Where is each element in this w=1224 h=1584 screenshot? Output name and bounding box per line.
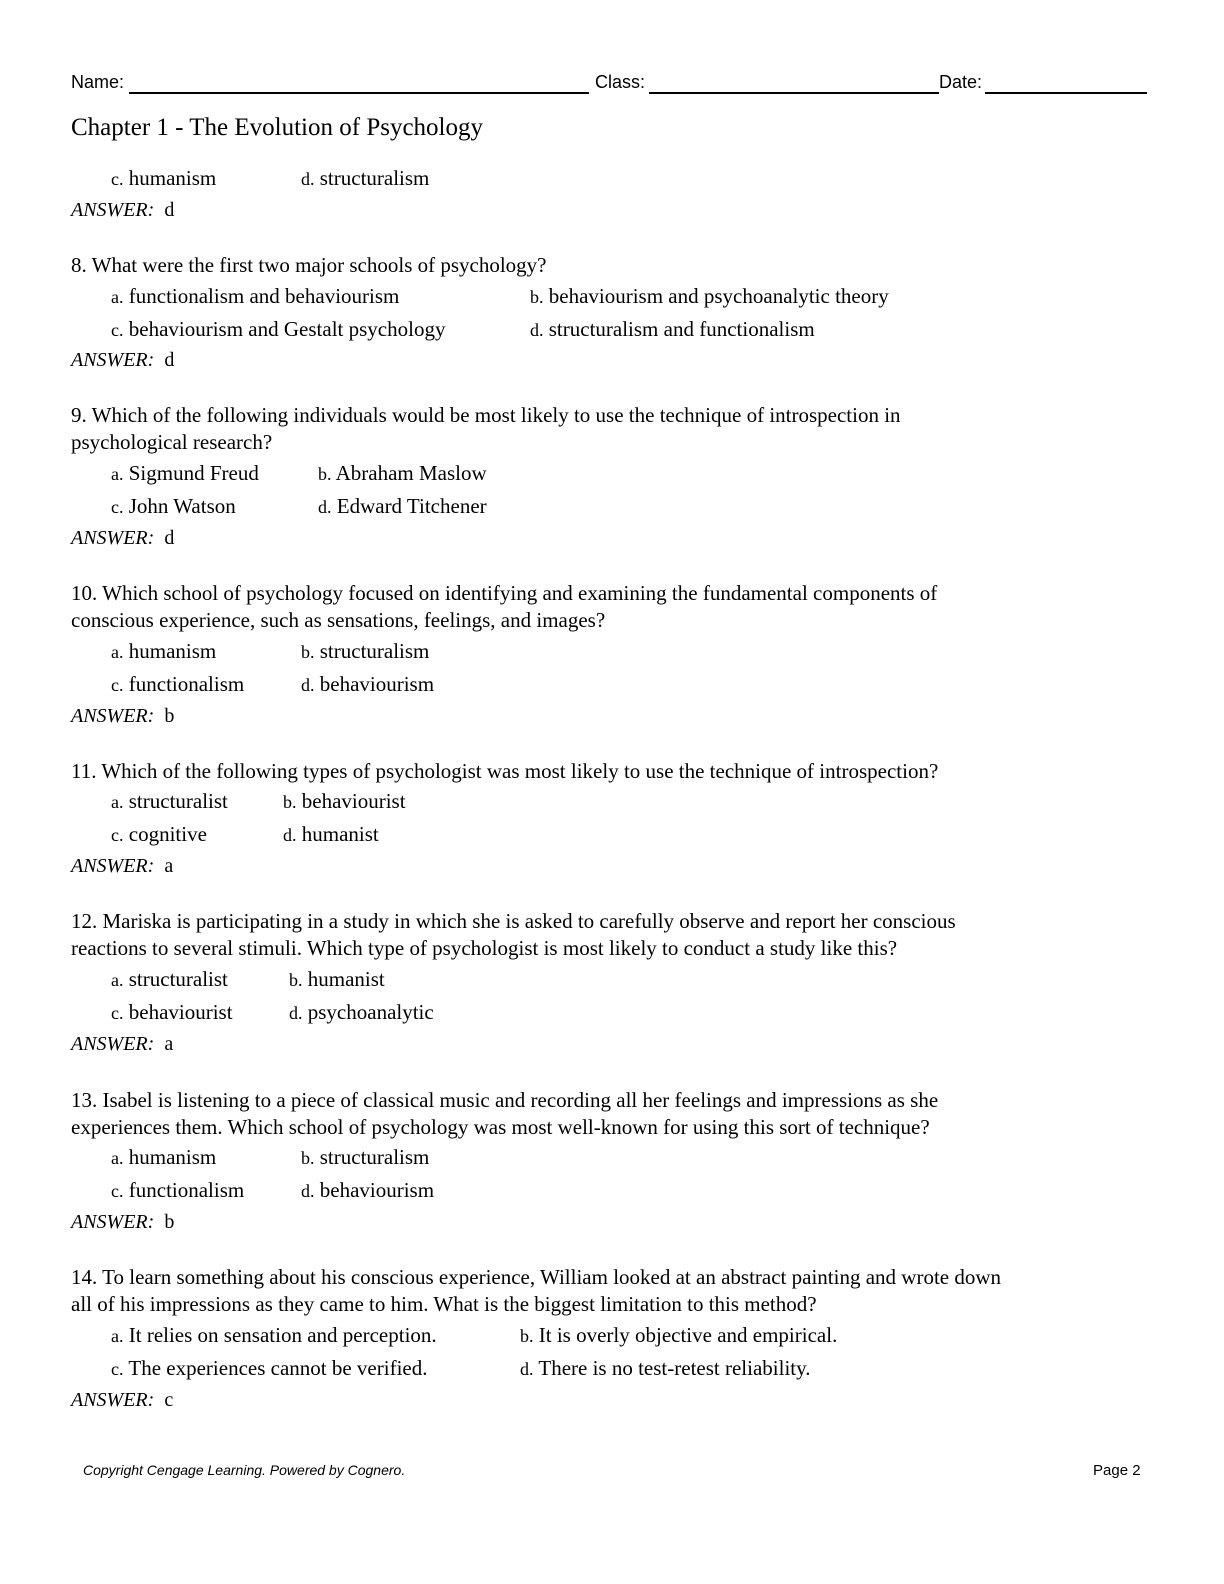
option-letter: d. [301,169,315,189]
answer-value: a [164,855,174,877]
answer-value: c [164,1389,174,1411]
question-text-cont: conscious experience, such as sensations, feelings, and images? [71,608,606,632]
option-a [111,967,228,992]
option-text: structuralism [319,639,430,663]
option-text: behaviourist [301,789,406,813]
option-letter: a. [111,1148,124,1168]
answer-line [71,705,174,728]
answer-label: ANSWER: [71,527,155,549]
option-letter: b. [283,792,297,812]
option-c [111,317,445,342]
option-a [111,284,399,309]
option-text: John Watson [128,494,236,518]
worksheet-header [71,72,1147,98]
question-text-cont: reactions to several stimuli. Which type of psychologist is most likely to conduct a study like this? [71,936,898,960]
answer-line [71,1211,174,1234]
option-text: functionalism [128,1178,245,1202]
option-text: humanist [307,967,385,991]
answer-value: b [164,705,175,727]
option-letter: d. [520,1359,534,1379]
option-c [111,822,207,847]
option-text: behaviourism and Gestalt psychology [128,317,446,341]
question-text: 9. Which of the following individuals would be most likely to use the technique of introspection in [71,403,901,427]
class-label: Class: [595,72,646,92]
answer-value: a [164,1033,174,1055]
question-text: 8. What were the first two major schools of psychology? [71,253,547,277]
question-text-cont: psychological research? [71,430,273,454]
answer-value: b [164,1211,175,1233]
answer-label: ANSWER: [71,349,155,371]
answer-line [71,855,173,878]
option-text: humanist [301,822,379,846]
option-text: humanism [128,1145,217,1169]
copyright-footer: Copyright Cengage Learning. Powered by Cognero. [83,1462,406,1478]
option-text: Edward Titchener [336,494,487,518]
question-text-cont: all of his impressions as they came to him. What is the biggest limitation to this method? [71,1292,817,1316]
answer-line [71,349,174,372]
answer-label: ANSWER: [71,855,155,877]
option-text: structuralism and functionalism [548,317,815,341]
class-field-line[interactable] [649,92,939,94]
option-d [301,672,434,697]
option-a [111,789,228,814]
option-letter: a. [111,970,124,990]
answer-line [71,1033,173,1056]
option-letter: d. [530,320,544,340]
option-letter: d. [318,497,332,517]
page-number: Page 2 [1093,1462,1141,1479]
answer-line [71,527,174,550]
option-letter: c. [111,1003,124,1023]
option-letter: b. [301,642,315,662]
option-d [301,166,429,191]
answer-value: d [164,349,175,371]
option-c [111,672,244,697]
option-text: humanism [128,166,217,190]
option-letter: c. [111,825,124,845]
option-text: The experiences cannot be verified. [128,1356,428,1380]
option-b [301,639,429,664]
answer-line [71,1389,173,1412]
option-text: structuralist [128,789,228,813]
option-letter: c. [111,675,124,695]
option-text: psychoanalytic [307,1000,434,1024]
answer-value: d [164,199,175,221]
answer-label: ANSWER: [71,705,155,727]
option-letter: c. [111,1359,124,1379]
option-a [111,1145,216,1170]
question-text: 12. Mariska is participating in a study in which she is asked to carefully observe and report her conscious [71,909,956,933]
option-text: It relies on sensation and perception. [128,1323,437,1347]
option-text: structuralism [319,1145,430,1169]
option-d [318,494,487,519]
question-text: 11. Which of the following types of psychologist was most likely to use the technique of introspection? [71,759,939,783]
option-d [520,1356,811,1381]
answer-line [71,199,174,222]
option-b [283,789,406,814]
answer-value: d [164,527,175,549]
option-text: functionalism [128,672,245,696]
option-b [289,967,385,992]
option-letter: d. [283,825,297,845]
option-letter: d. [289,1003,303,1023]
option-text: There is no test-retest reliability. [538,1356,811,1380]
option-text: Sigmund Freud [128,461,259,485]
option-c [111,494,236,519]
option-a [111,461,259,486]
option-letter: a. [111,464,124,484]
question-text: 10. Which school of psychology focused on identifying and examining the fundamental components of [71,581,938,605]
question-text: 14. To learn something about his conscious experience, William looked at an abstract painting and wrote down [71,1265,1002,1289]
option-text: humanism [128,639,217,663]
option-text: behaviourism and psychoanalytic theory [548,284,889,308]
option-text: functionalism and behaviourism [128,284,400,308]
option-b [530,284,889,309]
option-letter: d. [301,1181,315,1201]
option-text: behaviourist [128,1000,233,1024]
option-letter: d. [301,675,315,695]
option-b [301,1145,429,1170]
option-c [111,166,216,191]
date-label: Date: [939,72,983,92]
option-letter: c. [111,320,124,340]
option-b [318,461,487,486]
option-d [289,1000,434,1025]
option-text: structuralist [128,967,228,991]
option-letter: a. [111,792,124,812]
option-text: Abraham Maslow [335,461,487,485]
option-letter: b. [530,287,544,307]
option-letter: b. [301,1148,315,1168]
answer-label: ANSWER: [71,1033,155,1055]
option-text: structuralism [319,166,430,190]
option-letter: a. [111,1326,124,1346]
option-letter: c. [111,169,124,189]
option-c [111,1356,427,1381]
answer-label: ANSWER: [71,1389,155,1411]
option-c [111,1178,244,1203]
option-letter: b. [289,970,303,990]
option-letter: c. [111,497,124,517]
question-text: 13. Isabel is listening to a piece of classical music and recording all her feelings and impressions as she [71,1088,939,1112]
name-field-line[interactable] [129,92,589,94]
option-text: cognitive [128,822,207,846]
option-text: It is overly objective and empirical. [538,1323,838,1347]
option-c [111,1000,233,1025]
option-b [520,1323,837,1348]
option-d [301,1178,434,1203]
answer-label: ANSWER: [71,199,155,221]
option-text: behaviourism [319,1178,435,1202]
option-letter: a. [111,287,124,307]
option-text: behaviourism [319,672,435,696]
option-letter: b. [318,464,332,484]
answer-label: ANSWER: [71,1211,155,1233]
option-a [111,639,216,664]
option-a [111,1323,437,1348]
option-d [530,317,815,342]
option-letter: b. [520,1326,534,1346]
question-text-cont: experiences them. Which school of psychology was most well-known for using this sort of technique? [71,1115,930,1139]
date-field-line[interactable] [985,92,1147,94]
name-label: Name: [71,72,125,92]
option-letter: c. [111,1181,124,1201]
option-d [283,822,379,847]
option-letter: a. [111,642,124,662]
chapter-title: Chapter 1 - The Evolution of Psychology [71,114,483,141]
